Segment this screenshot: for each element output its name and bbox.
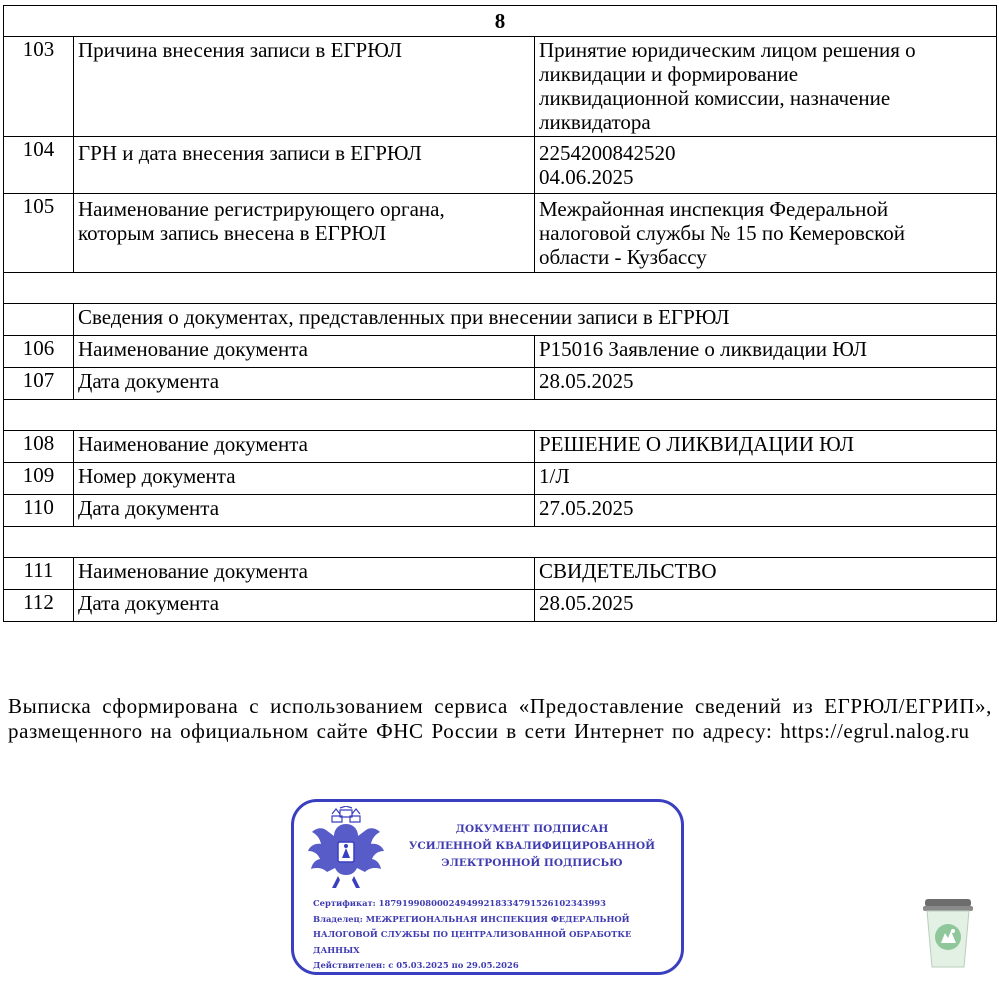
russian-coat-of-arms-icon (302, 806, 390, 892)
row-number: 109 (4, 463, 74, 495)
row-value: 28.05.2025 (535, 590, 997, 622)
blank-row (4, 400, 997, 431)
row-label: Дата документа (74, 495, 535, 527)
row-label: Дата документа (74, 590, 535, 622)
row-number: 110 (4, 495, 74, 527)
row-value: РЕШЕНИЕ О ЛИКВИДАЦИИ ЮЛ (535, 431, 997, 463)
stamp-heading: ДОКУМЕНТ ПОДПИСАН УСИЛЕННОЙ КВАЛИФИЦИРОВАННОЙ ЭЛЕКТРОННОЙ ПОДПИСЬЮ (408, 823, 656, 869)
row-label: Дата документа (74, 368, 535, 400)
row-value: 27.05.2025 (535, 495, 997, 527)
row-number: 107 (4, 368, 74, 400)
row-label: Наименование документа (74, 336, 535, 368)
blank-row (4, 527, 997, 558)
table-row (4, 137, 997, 194)
row-label: Наименование регистрирующего органа, которым запись внесена в ЕГРЮЛ (74, 194, 535, 273)
row-label: ГРН и дата внесения записи в ЕГРЮЛ (74, 137, 535, 194)
certificate-owner: Владелец: МЕЖРЕГИОНАЛЬНАЯ ИНСПЕКЦИЯ ФЕДЕРАЛЬНОЙ (313, 913, 630, 924)
table-row (4, 431, 997, 463)
row-label: Номер документа (74, 463, 535, 495)
table-row (4, 590, 997, 622)
table-row (4, 368, 997, 400)
row-value: Р15016 Заявление о ликвидации ЮЛ (535, 336, 997, 368)
section-header-row (4, 304, 997, 336)
docs-section-title: Сведения о документах, представленных при внесении записи в ЕГРЮЛ (74, 304, 997, 336)
row-value: 2254200842520 04.06.2025 (535, 137, 997, 194)
row-number: 108 (4, 431, 74, 463)
certificate-validity: Действителен: с 05.03.2025 по 29.05.2026 (313, 960, 519, 970)
row-value: 1/Л (535, 463, 997, 495)
row-value: Принятие юридическим лицом решения о ликвидации и формирование ликвидационной комиссии, назначение ликвидатора (535, 37, 997, 137)
table-row (4, 558, 997, 590)
row-value: 28.05.2025 (535, 368, 997, 400)
table-row (4, 194, 997, 273)
blank-row (4, 273, 997, 304)
row-label: Наименование документа (74, 558, 535, 590)
stamp-details: Сертификат: 1879199080002494992183347915261023439​93 Владелец: МЕЖРЕГИОНАЛЬНАЯ ИНСПЕКЦИЯ ФЕДЕРАЛЬНОЙ НАЛОГОВОЙ СЛУЖБЫ ПО ЦЕНТРАЛИЗОВАННОЙ ОБРАБОТКЕ ДАННЫХ Действителен: с 05.03.2025 по 29.05.2026 (313, 896, 673, 974)
page-number: 8 (4, 6, 997, 37)
extract-footer-note: Выписка сформирована с использованием сервиса «Предоставление сведений из ЕГРЮЛ/ЕГРИП», размещенного на официальном сайте ФНС России в сети Интернет по адресу: https://egrul.nalog.ru (8, 694, 992, 743)
egrul-extract-table (3, 5, 997, 622)
row-number: 106 (4, 336, 74, 368)
row-label: Наименование документа (74, 431, 535, 463)
certificate-number: Сертификат: 1879199080002494992183347915261023439​93 (313, 898, 606, 908)
row-number: 111 (4, 558, 74, 590)
table-row (4, 463, 997, 495)
row-number: 104 (4, 137, 74, 194)
table-row (4, 37, 997, 137)
row-value: СВИДЕТЕЛЬСТВО (535, 558, 997, 590)
table-row (4, 495, 997, 527)
row-value: Межрайонная инспекция Федеральной налоговой службы № 15 по Кемеровской области - Кузбассу (535, 194, 997, 273)
row-label: Причина внесения записи в ЕГРЮЛ (74, 37, 535, 137)
table-row (4, 336, 997, 368)
row-number: 112 (4, 590, 74, 622)
page-number-row (4, 6, 997, 37)
coffee-cup-icon[interactable] (922, 897, 974, 969)
electronic-signature-stamp (291, 799, 684, 975)
row-number: 103 (4, 37, 74, 137)
row-number: 105 (4, 194, 74, 273)
